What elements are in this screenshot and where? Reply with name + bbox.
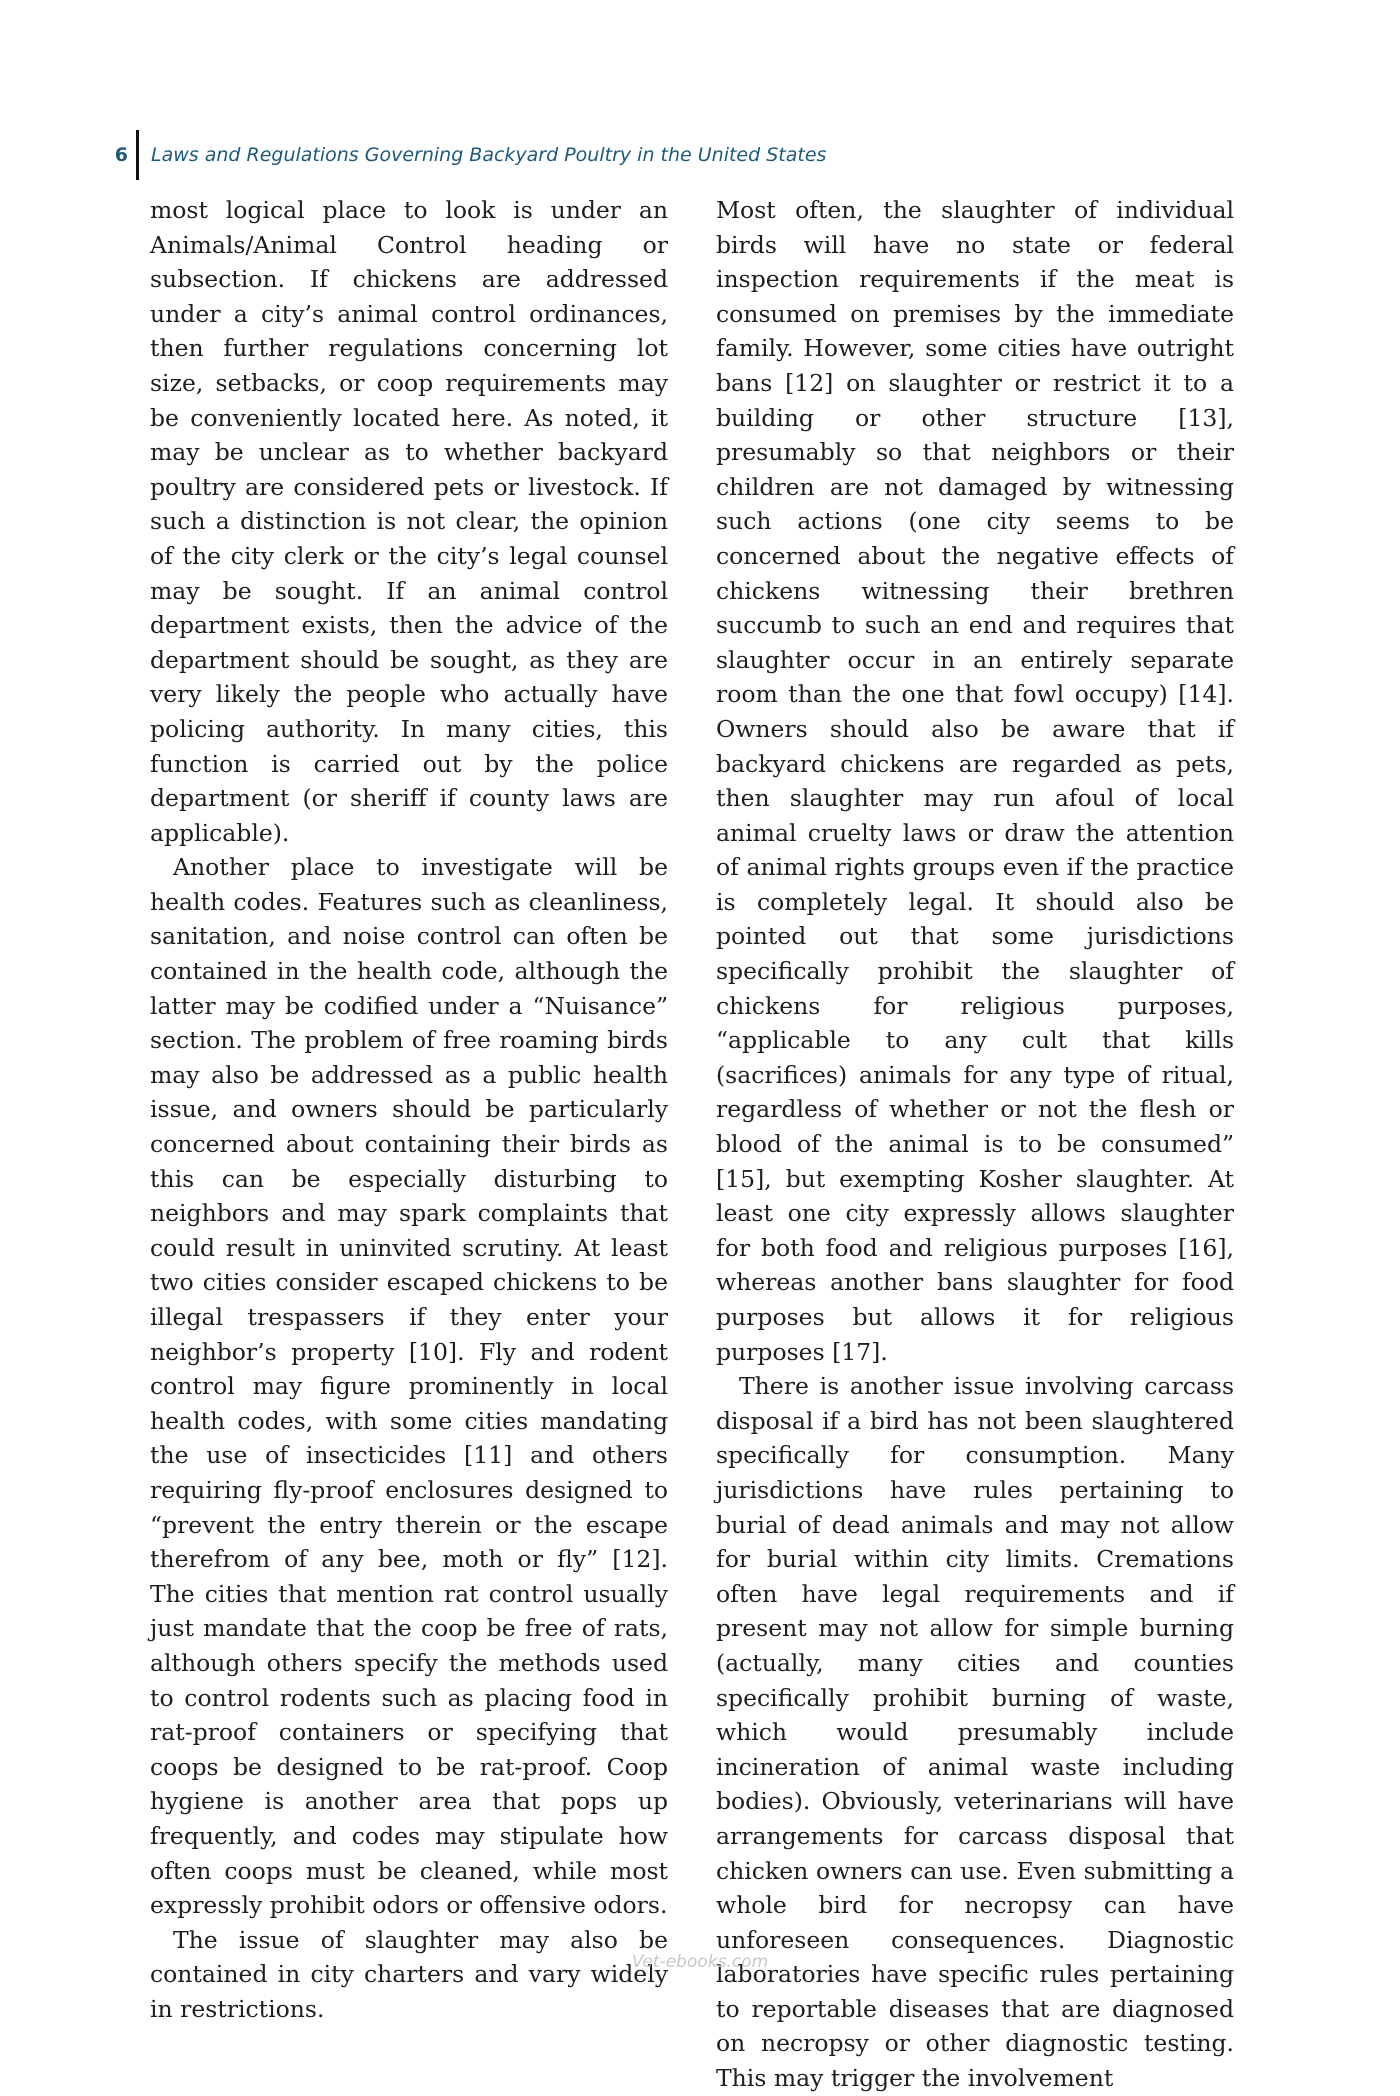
paragraph: There is another issue involving carcass disposal if a bird has not been slaughtered specifically for consumption. Many jurisdictions have rules pertaining to burial of dead animals and may not allow for burial within city limits. Cremations often have legal requirements and if present may not allow for simple burning (actually, many cities and counties specifically prohibit burning of waste, which would presumably include incineration of animal waste including bodies). Obviously, veterinarians will have arrangements for carcass disposal that chicken owners can use. Even submitting a whole bird for necropsy can have unforeseen consequences. Diagnostic laboratories have specific rules pertaining to reportable diseases that are diagnosed on necropsy or other diagnostic testing. This may trigger the involvement (716, 1372, 1234, 2093)
page-number: 6 (114, 144, 128, 166)
left-column (150, 193, 668, 2026)
running-title: Laws and Regulations Governing Backyard Poultry in the United States (151, 144, 827, 166)
paragraph: most logical place to look is under an Animals/Animal Control heading or subsection. If chickens are addressed under a city’s animal control ordinances, then further regulations concerning lot size, setbacks, or coop requirements may be conveniently located here. As noted, it may be unclear as to whether backyard poultry are considered pets or livestock. If such a distinction is not clear, the opinion of the city clerk or the city’s legal counsel may be sought. If an animal control department exists, then the advice of the department should be sought, as they are very likely the people who actually have policing authority. In many cities, this function is carried out by the police department (or sheriff if county laws are applicable). (150, 196, 668, 847)
running-header (110, 130, 826, 180)
watermark: Vet-ebooks.com (631, 1952, 769, 1972)
right-column (716, 193, 1234, 2096)
header-divider (136, 130, 139, 180)
paragraph: The issue of slaughter may also be contained in city charters and vary widely in restrictions. (150, 1925, 668, 2023)
paragraph: Most often, the slaughter of individual birds will have no state or federal inspection requirements if the meat is consumed on premises by the immediate family. However, some cities have outright bans [12] on slaughter or restrict it to a building or other structure [13], presumably so that neighbors or their children are not damaged by witnessing such actions (one city seems to be concerned about the negative effects of chickens witnessing their brethren succumb to such an end and requires that slaughter occur in an entirely separate room than the one that fowl occupy) [14]. Owners should also be aware that if backyard chickens are regarded as pets, then slaughter may run afoul of local animal cruelty laws or draw the attention of animal rights groups even if the practice is completely legal. It should also be pointed out that some jurisdictions specifically prohibit the slaughter of chickens for religious purposes, “applicable to any cult that kills (sacrifices) animals for any type of ritual, regardless of whether or not the flesh or blood of the animal is to be consumed” [15], but exempting Kosher slaughter. At least one city expressly allows slaughter for both food and religious purposes [16], whereas another bans slaughter for food purposes but allows it for religious purposes [17]. (716, 196, 1234, 1366)
paragraph: Another place to investigate will be health codes. Features such as cleanliness, sanitation, and noise control can often be contained in the health code, although the latter may be codified under a “Nuisance” section. The problem of free roaming birds may also be addressed as a public health issue, and owners should be particularly concerned about containing their birds as this can be especially disturbing to neighbors and may spark complaints that could result in uninvited scrutiny. At least two cities consider escaped chickens to be illegal trespassers if they enter your neighbor’s property [10]. Fly and rodent control may figure prominently in local health codes, with some cities mandating the use of insecticides [11] and others requiring fly-proof enclosures designed to “prevent the entry therein or the escape therefrom of any bee, moth or fly” [12]. The cities that mention rat control usually just mandate that the coop be free of rats, although others specify the methods used to control rodents such as placing food in rat-proof containers or specifying that coops be designed to be rat-proof. Coop hygiene is another area that pops up frequently, and codes may stipulate how often coops must be cleaned, while most expressly prohibit odors or offensive odors. (150, 853, 668, 1920)
